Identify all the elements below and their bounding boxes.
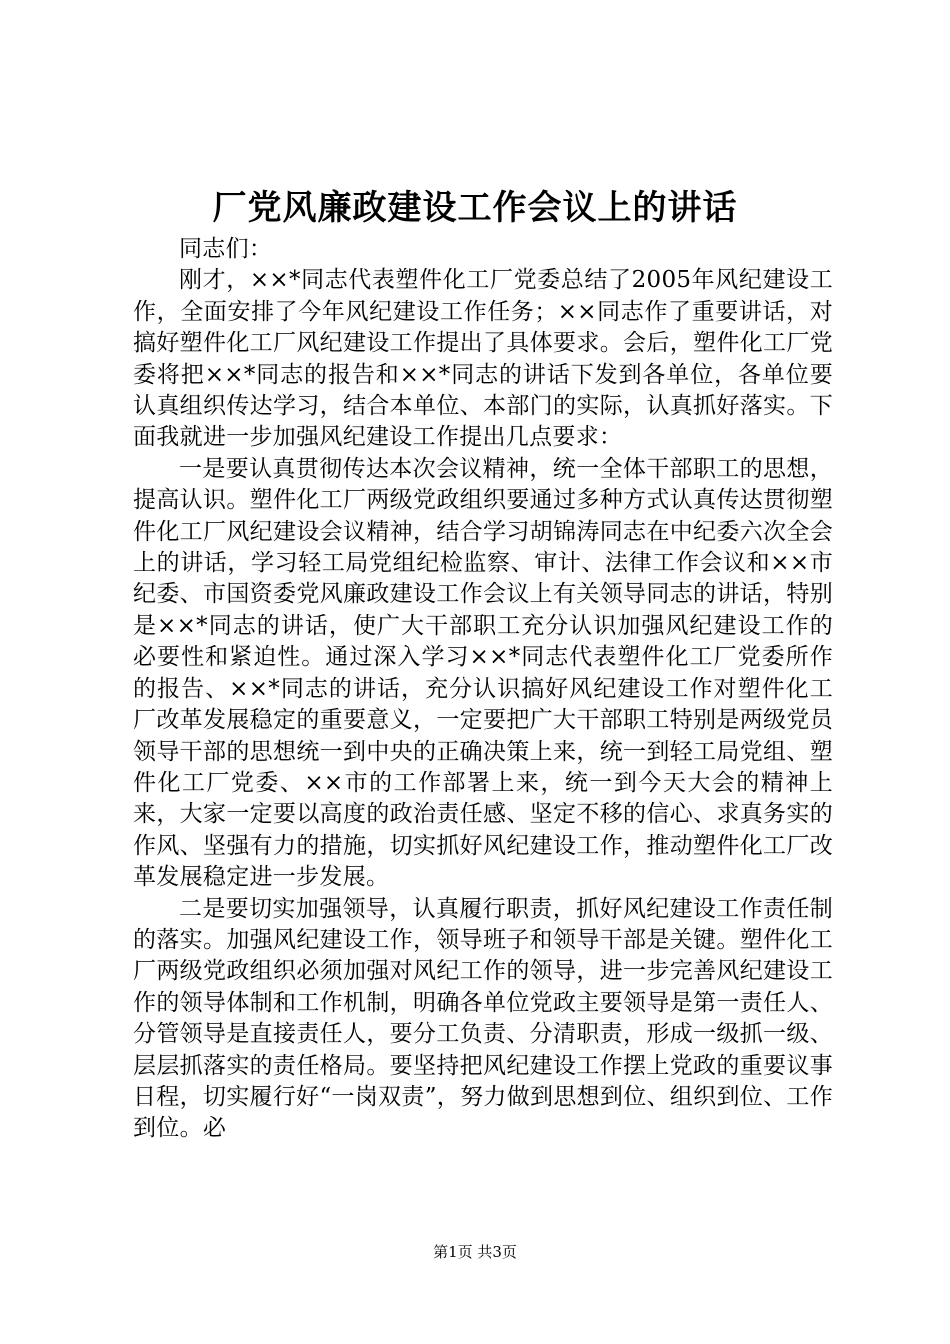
salutation-paragraph: 同志们：	[179, 236, 273, 262]
body-paragraph: 二是要切实加强领导，认真履行职责，抓好风纪建设工作责任制的落实。加强风纪建设工作，领导班子和领导干部是关键。塑件化工厂两级党政组织必须加强对风纪工作的领导，进一步完善风纪建设工作的领导体制和工作机制，明确各单位党政主要领导是第一责任人、分管领导是直接责任人，要分工负责、分清职责，形成一级抓一级、层层抓落实的责任格局。要坚持把风纪建设工作摆上党政的重要议事日程，切实履行好“一岗双责”，努力做到思想到位、组织到位、工作到位。必	[133, 895, 833, 1142]
document-body	[133, 234, 833, 1145]
body-paragraph: 刚才，××*同志代表塑件化工厂党委总结了2005年风纪建设工作，全面安排了今年风纪建设工作任务；××同志作了重要讲话，对搞好塑件化工厂风纪建设工作提出了具体要求。会后，塑件化工厂党委将把××*同志的报告和××*同志的讲话下发到各单位，各单位要认真组织传达学习，结合本单位、本部门的实际，认真抓好落实。下面我就进一步加强风纪建设工作提出几点要求：	[133, 267, 833, 451]
document-title: 厂党风廉政建设工作会议上的讲话	[212, 188, 738, 228]
page-number-footer: 第1页 共3页	[433, 1243, 517, 1261]
body-paragraph: 一是要认真贯彻传达本次会议精神，统一全体干部职工的思想，提高认识。塑件化工厂两级党政组织要通过多种方式认真传达贯彻塑件化工厂风纪建设会议精神，结合学习胡锦涛同志在中纪委六次全会上的讲话，学习轻工局党组纪检监察、审计、法律工作会议和××市纪委、市国资委党风廉政建设工作会议上有关领导同志的讲话，特别是××*同志的讲话，使广大干部职工充分认识加强风纪建设工作的必要性和紧迫性。通过深入学习××*同志代表塑件化工厂党委所作的报告、××*同志的讲话，充分认识搞好风纪建设工作对塑件化工厂改革发展稳定的重要意义，一定要把广大干部职工特别是两级党员领导干部的思想统一到中央的正确决策上来，统一到轻工局党组、塑件化工厂党委、××市的工作部署上来，统一到今天大会的精神上来，大家一定要以高度的政治责任感、坚定不移的信心、求真务实的作风、坚强有力的措施，切实抓好风纪建设工作，推动塑件化工厂改革发展稳定进一步发展。	[133, 455, 833, 891]
